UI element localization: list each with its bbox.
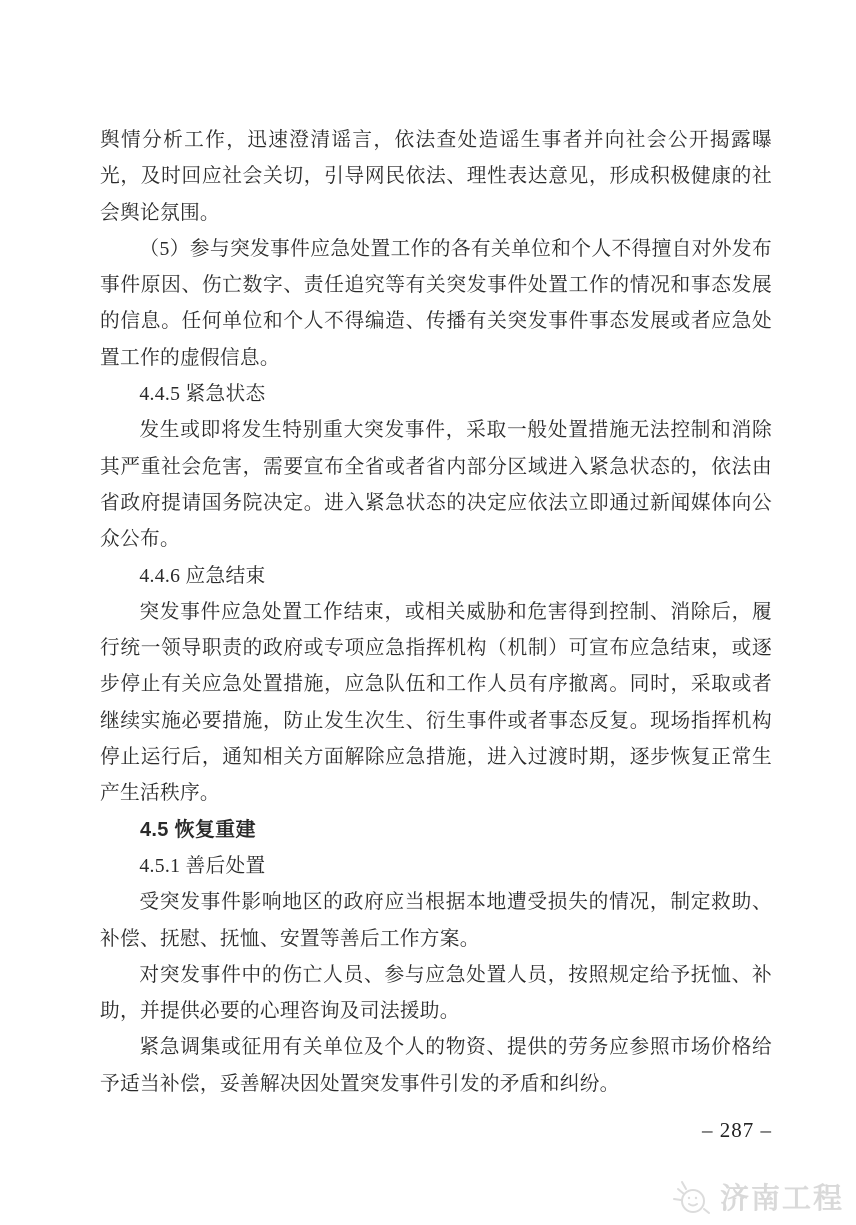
heading-4-5-1: 4.5.1 善后处置	[139, 854, 266, 877]
para-aftermath-plan: 受突发事件影响地区的政府应当根据本地遭受损失的情况，制定救助、补偿、抚慰、抚恤、安置等善后工作方案。	[100, 891, 772, 950]
watermark	[668, 1176, 844, 1217]
heading-4-5: 4.5 恢复重建	[140, 818, 256, 841]
heading-4-4-6: 4.4.6 应急结束	[139, 564, 266, 587]
para-public-opinion: 舆情分析工作，迅速澄清谣言，依法查处造谣生事者并向社会公开揭露曝光，及时回应社会关切，引导网民依法、理性表达意见，形成积极健康的社会舆论氛围。	[100, 129, 772, 224]
watermark-text: 济南工程	[719, 1183, 844, 1215]
para-emergency-state: 发生或即将发生特别重大突发事件，采取一般处置措施无法控制和消除其严重社会危害，需要宣布全省或者省内部分区域进入紧急状态的，依法由省政府提请国务院决定。进入紧急状态的决定应依法立即通过新闻媒体向公众公布。	[100, 419, 772, 551]
para-emergency-end: 突发事件应急处置工作结束，或相关威胁和危害得到控制、消除后，履行统一领导职责的政府或专项应急指挥机构（机制）可宣布应急结束，或逐步停止有关应急处置措施，应急队伍和工作人员有序撤离。同时，采取或者继续实施必要措施，防止发生次生、衍生事件或者事态反复。现场指挥机构停止运行后，通知相关方面解除应急措施，进入过渡时期，逐步恢复正常生产生活秩序。	[100, 600, 772, 805]
heading-4-4-5: 4.4.5 紧急状态	[139, 383, 266, 406]
page-number: – 287 –	[702, 1118, 772, 1142]
megaphone-icon	[668, 1177, 714, 1217]
para-casualty-compensation: 对突发事件中的伤亡人员、参与应急处置人员，按照规定给予抚恤、补助，并提供必要的心理咨询及司法援助。	[100, 963, 772, 1023]
para-item-5: （5）参与突发事件应急处置工作的各有关单位和个人不得擅自对外发布事件原因、伤亡数字、责任追究等有关突发事件处置工作的情况和事态发展的信息。任何单位和个人不得编造、传播有关突发事件事态发展或者应急处置工作的虚假信息。	[100, 237, 772, 369]
para-requisition-compensation: 紧急调集或征用有关单位及个人的物资、提供的劳务应参照市场价格给予适当补偿，妥善解决因处置突发事件引发的矛盾和纠纷。	[100, 1036, 772, 1095]
document-body	[100, 122, 772, 1102]
